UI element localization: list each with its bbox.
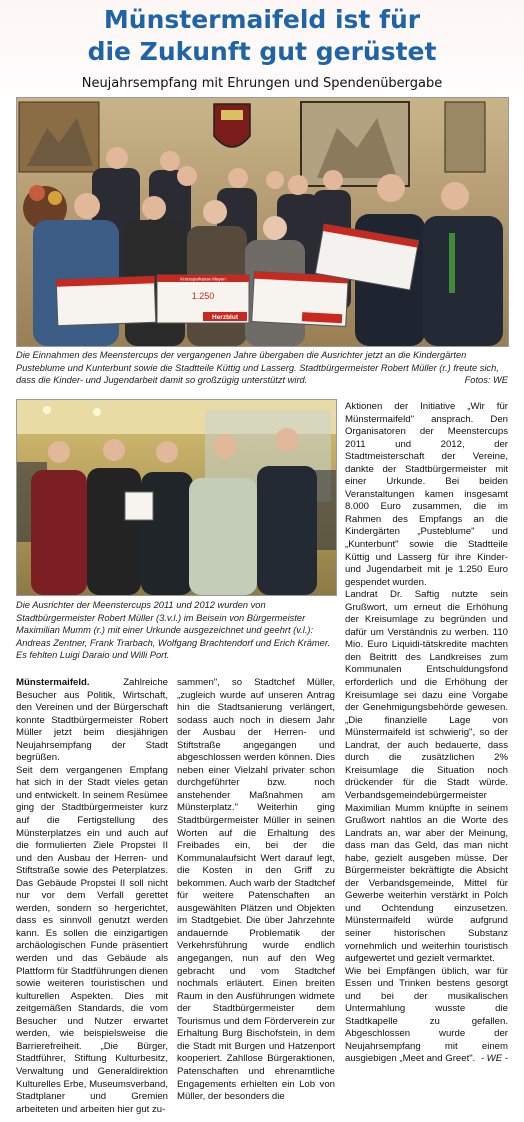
photo2-caption: Die Ausrichter der Meenstercups 2011 und 2012 wurden von Stadtbürgermeister Robert Müller (3.v.l.) im Beisein von Bürgermeister Maximilian Mumm (r.) mit einer Urkunde ausgezeichnet und geehrt (v.l.): Andreas Zentner, Frank Trarbach, Wolfgang Brachtendorf und Erich Krämer. Es fehlten Luigi Daraio und Willi Port. [16, 600, 331, 661]
donation-check-1 [56, 276, 156, 325]
group-photo-donation [16, 97, 509, 347]
article-subheadline: Neujahrsempfang mit Ehrungen und Spendenübergabe [81, 76, 443, 91]
donation-check-2 [157, 275, 249, 323]
photo1-caption [16, 349, 508, 387]
certificate [125, 492, 153, 520]
donation-check-3 [252, 272, 348, 327]
column-3-paragraph-3 [345, 966, 508, 1066]
award-photo [16, 399, 337, 596]
article-headline [10, 4, 514, 68]
article-column-2 [177, 677, 335, 1109]
column-1-paragraph-2: Seit dem vergangenen Empfang hat sich in der Stadt vieles getan und entwickelt. In seinem Resümee ging der Stadtbürgermeister kurz auf die Fertigstellung des Münsterplatzes ein und auch auf die formulierten Ziele Propstei II und den Ausbau der Herren- und Stiftstraße sowie des Peterplatzes. Das Gebäude Propstei II soll nicht nur vor dem Verfall gerettet werden, sondern so hergerichtet, dass es sinnvoll genutzt werden kann. Es sollen die einzigartigen archäologischen Funde präsentiert werden und das Gebäude als Plattform für Stadtführungen dienen sowie weiteren touristischen und kulturellen Aspekten. Dies mit zeitgemäßen Standards, die vom Besucher und Nutzer erwartet werden, wie beispielsweise die Barrierefreiheit. „Die Bürger, Stadtführer, Stiftung Kulturbesitz, Verwaltung und Generaldirektion Kulturelles Erbe, Museumsverband, Stadtplaner und Gremien arbeiteten und arbeiten hier gut zu- [16, 764, 168, 1115]
award-photo-image [17, 400, 336, 595]
author-signature: - WE - [480, 1053, 508, 1065]
column-3-paragraph-3-text: Wie bei Empfängen üblich, war für Essen und Trinken bestens gesorgt und bei der musikalischen Untermahlung wusste die Stadtkapelle zu gefallen. Abgeschlossen wurde der Neujahrsempfang mit einem ausgiebigen „Meet and Greet". [345, 965, 508, 1065]
article-column-1 [16, 677, 168, 1115]
photo-credit: Fotos: WE [464, 375, 508, 386]
check-sponsor-logo: Herzblut [212, 314, 238, 321]
column-3-paragraph-1: Aktionen der Initiative „Wir für Münstermaifeld" ansprach. Den Organisatoren der Meenstercups 2011 und 2012, der Stadtmeisterschaft der Vereine, dankte der Stadtbürgermeister mit einer Urkunde. Bei beiden Veranstaltungen kamen insgesamt 8.000 Euro zusammen, die im Rahmen des Empfangs an die Kindergärten „Pusteblume" und „Kunterbunt" sowie die Stadtteile Küttig und Lasserg für ihre Kinder- und Jugendarbeit mit je 1.250 Euro gespendet wurden. [345, 401, 508, 588]
column-2-text: sammen", so Stadtchef Müller, „zugleich wurde auf unseren Antrag hin die Stadtsanierung verlängert, sodass auch noch in diesem Jahr der Ausbau der Herren- und Stiftstraße angegangen und abgeschlossen werden können. Dies neben einer Vielzahl privater schon durchgeführter bzw. noch anstehender Maßnahmen am Münsterplatz." Weiterhin ging Stadtbürgermeister Müller in seinen Worten auf die Erhaltung des Freibades ein, bei der die Kommunalaufsicht Wert darauf legt, die Kosten in den Griff zu bekommen. Auch warb der Stadtchef für weitere Patenschaften an ausgewählten Plätzen und Objekten im Stadtgebiet. Die über Jahrzehnte andauernde Problematik der Verkehrsführung wurde endlich angegangen, nun auf den Weg gebracht und vom Stadtchef nochmals erläutert. Einen breiten Raum in den Ausführungen widmete der Stadtbürgermeister dem Tourismus und dem Förderverein zur Erhaltung Burg Bischofstein, in dem die Stadt mit Burgen und Hatzenport kooperiert. Zahllose Bürgeraktionen, Patenschaften und ehrenamtliche Engagements erhielten ein Lob von Müller, der besonders die [177, 677, 335, 1103]
headline-line-1: Münstermaifeld ist für [103, 5, 421, 34]
lead-paragraph [16, 677, 168, 765]
photo1-caption-text: Die Einnahmen des Meenstercups der vergangenen Jahre übergaben die Ausrichter jetzt an die Kindergärten Pusteblume und Kunterbunt sowie die Stadtteile Küttig und Lasserg. Stadtbürgermeister Robert Müller (r.) freute sich, dass die Kinder- und Jugendarbeit damit so großzügig unterstützt wird. [16, 350, 499, 386]
headline-line-2: die Zukunft gut gerüstet [87, 37, 437, 66]
check-amount: 1.250 [191, 291, 215, 301]
lead-paragraph-text: Zahlreiche Besucher aus Politik, Wirtschaft, den Vereinen und der Bürgerschaft konnte Stadtbürgermeister Robert Müller jetzt beim diesjährigen Neujahrsempfang der Stadt begrüßen. [16, 677, 168, 764]
column-3-paragraph-2: Landrat Dr. Saftig nutzte sein Grußwort, um erneut die Erhöhung der Kreisumlage zu begründen und dafür um Verständnis zu werben. 110 Mio. Euro Liquidi-tätskredite machten den Beitritt des Landkreises zum Kommunalen Entschuldungsfond erforderlich und die Erhöhung der Kreisumlage sei dazu eine Vorgabe der Genehmigungsbehörde gewesen. „Die finanzielle Lage von Münstermaifeld ist schwierig", so der Landrat, der auch bedauerte, dass durch die zusätzlichen 2% Kreisumlage die Situation noch drückender für die Stadt würde. Verbandsgemeindebürgermeister Maximilian Mumm knüpfte in seinem Grußwort nahtlos an die Worte des Landrats an, war aber der Meinung, dass man das Geld, das man nicht habe, gezielt ausgeben müsse. Der Bürgermeister bekräftigte die Absicht der Verbandsgemeinde, Mittel für Gewerbe weiterhin verstärkt in Polch und Ochtendung einzusetzen. Münstermaifeld würde aufgrund seiner historischen Substanz vornehmlich und weiterhin touristisch aufgewertet und gezielt vermarktet. [345, 589, 508, 965]
dateline: Münstermaifeld. [16, 677, 90, 688]
group-photo-donation-image [17, 98, 508, 346]
article-column-3 [345, 401, 508, 1107]
check-bank-name: Kreissparkasse Mayen [180, 276, 226, 282]
